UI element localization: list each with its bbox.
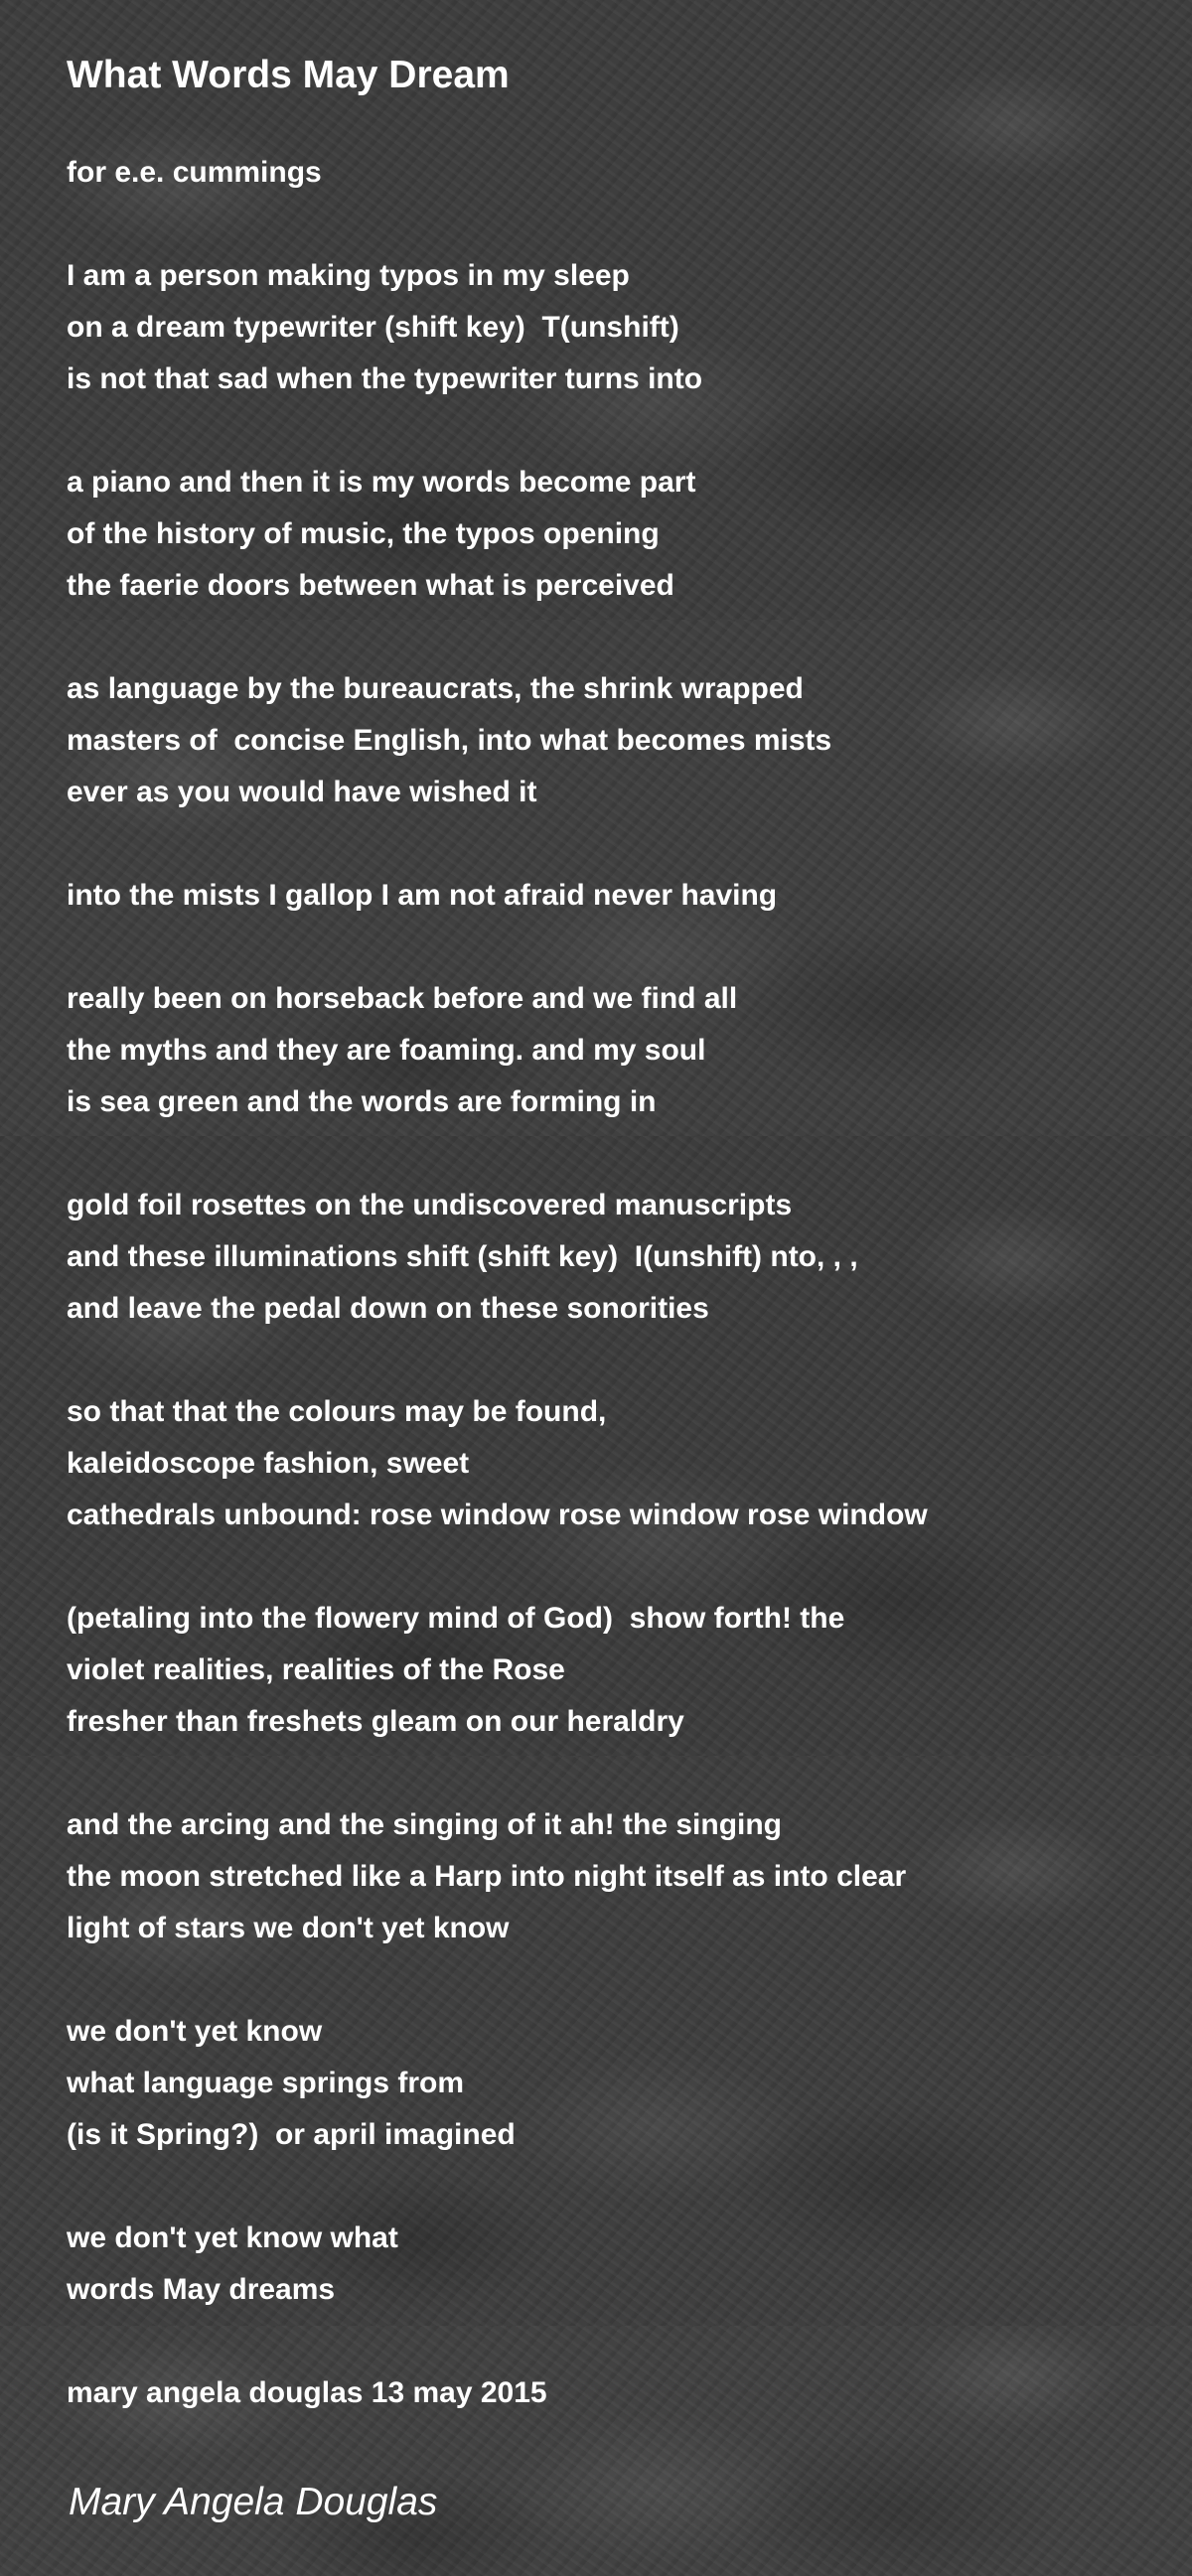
poem-title: What Words May Dream (67, 54, 510, 96)
poem-line: masters of concise English, into what becomes mists (67, 724, 832, 757)
poem-line: violet realities, realities of the Rose (67, 1653, 565, 1686)
poem-line: is not that sad when the typewriter turns into (67, 362, 703, 395)
poem-line: kaleidoscope fashion, sweet (67, 1447, 470, 1480)
poem-line: for e.e. cummings (67, 156, 322, 189)
poem-line: as language by the bureaucrats, the shrink wrapped (67, 672, 804, 705)
poem-line (67, 199, 928, 250)
poem-line: is sea green and the words are forming in (67, 1085, 657, 1118)
poem-line: on a dream typewriter (shift key) T(unshift) (67, 311, 679, 344)
poem-line: (is it Spring?) or april imagined (67, 2118, 516, 2151)
poem-line (67, 405, 928, 457)
poem-line: ever as you would have wished it (67, 776, 537, 808)
poem-line: we don't yet know what (67, 2221, 398, 2254)
poem-line: fresher than freshets gleam on our heraldry (67, 1705, 684, 1738)
poem-line (67, 922, 928, 973)
poem-line (67, 1541, 928, 1593)
poem-line: and these illuminations shift (shift key) I(unshift) nto, , , (67, 1240, 858, 1273)
poem-line: light of stars we don't yet know (67, 1912, 510, 1944)
poem-line (67, 1954, 928, 2006)
poem-line: cathedrals unbound: rose window rose window rose window (67, 1499, 928, 1531)
poem-line: the myths and they are foaming. and my soul (67, 1034, 706, 1067)
poem-line: what language springs from (67, 2067, 465, 2099)
poem-line: a piano and then it is my words become part (67, 466, 696, 499)
poem-line (67, 612, 928, 663)
poem-line: I am a person making typos in my sleep (67, 259, 630, 292)
poem-line: of the history of music, the typos opening (67, 517, 660, 550)
poem-line (67, 2316, 928, 2367)
poem-line: mary angela douglas 13 may 2015 (67, 2376, 547, 2409)
poem-line: words May dreams (67, 2273, 336, 2306)
poem-line: the moon stretched like a Harp into night itself as into clear (67, 1860, 907, 1893)
author-signature: Mary Angela Douglas (69, 2481, 438, 2523)
poem-body (67, 147, 928, 2419)
poem-line: so that that the colours may be found, (67, 1395, 607, 1428)
poem-line: (petaling into the flowery mind of God) show forth! the (67, 1602, 845, 1635)
poem-line (67, 1128, 928, 1180)
poem-line: and the arcing and the singing of it ah! the singing (67, 1808, 782, 1841)
poem-line (67, 1748, 928, 1799)
poem-line: we don't yet know (67, 2015, 323, 2048)
poem-line: really been on horseback before and we find all (67, 982, 738, 1015)
poem-line (67, 818, 928, 870)
poem-line: gold foil rosettes on the undiscovered manuscripts (67, 1189, 793, 1221)
poem-line: the faerie doors between what is perceived (67, 569, 674, 602)
poem-line (67, 2161, 928, 2213)
poem-line: and leave the pedal down on these sonorities (67, 1292, 709, 1325)
poem-line (67, 1335, 928, 1386)
poem-line: into the mists I gallop I am not afraid never having (67, 879, 778, 912)
